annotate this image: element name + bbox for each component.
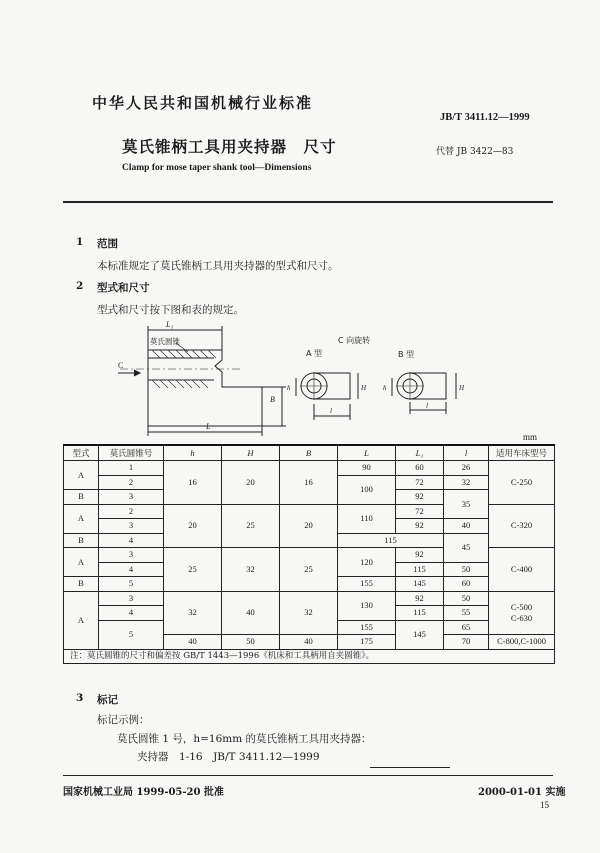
table-cell: 60 — [396, 461, 444, 476]
dimension-table — [63, 444, 555, 664]
table-cell: B — [64, 577, 99, 592]
section-3-number: 3 — [76, 692, 84, 704]
table-cell: 145 — [396, 577, 444, 592]
page-number: 15 — [540, 800, 549, 810]
col-taper: 莫氏圆锥号 — [99, 445, 164, 461]
table-cell: 72 — [396, 475, 444, 490]
section-2-number: 2 — [76, 280, 84, 292]
type-a-end-view — [296, 372, 358, 420]
table-note: 注：莫氏圆锥的尺寸和偏差按 GB/T 1443—1996《机床和工具柄用自夹圆锥》。 — [64, 649, 555, 664]
table-cell: 32 — [444, 475, 489, 490]
type-b-end-view — [392, 372, 456, 414]
table-cell: 130 — [338, 591, 396, 620]
table-cell: 3 — [99, 490, 164, 505]
table-cell: 35 — [444, 490, 489, 519]
table-cell: 40 — [444, 519, 489, 534]
table-cell: 32 — [164, 591, 222, 635]
table-cell: C-800,C-1000 — [489, 635, 555, 650]
table-cell: 72 — [396, 504, 444, 519]
table-cell: 16 — [164, 461, 222, 505]
dim-h-label-a: h — [287, 384, 291, 392]
table-cell: 175 — [338, 635, 396, 650]
clamp-side-view — [148, 350, 262, 426]
dim-l-label-b: l — [426, 402, 428, 410]
dim-L1-label: L₁ — [166, 320, 174, 329]
type-a-label: A 型 — [306, 349, 323, 358]
table-cell: 115 — [338, 533, 444, 548]
table-cell: 20 — [164, 504, 222, 548]
table-cell: 155 — [338, 577, 396, 592]
table-cell: C-500 C-630 — [489, 591, 555, 635]
table-cell: 40 — [280, 635, 338, 650]
table-cell: 70 — [444, 635, 489, 650]
section-2-text: 型式和尺寸按下图和表的规定。 — [97, 304, 244, 316]
table-cell: 92 — [396, 548, 444, 563]
replaces-note: 代替 JB 3422—83 — [436, 147, 514, 157]
view-c-label: C — [118, 361, 124, 370]
table-cell: 20 — [222, 461, 280, 505]
table-cell: C-250 — [489, 461, 555, 505]
dim-H-label-b: H — [459, 384, 465, 392]
dim-l-label-a: l — [330, 407, 332, 415]
table-cell: 60 — [444, 577, 489, 592]
table-cell: B — [64, 533, 99, 548]
table-cell: 20 — [280, 504, 338, 548]
unit-label: mm — [523, 432, 538, 442]
table-cell: 25 — [164, 548, 222, 592]
table-cell: 115 — [396, 562, 444, 577]
table-row — [64, 591, 555, 606]
table-cell: 50 — [444, 591, 489, 606]
table-header-row — [64, 445, 555, 461]
effective-date: 2000-01-01 实施 — [478, 787, 566, 798]
english-title: Clamp for mose taper shank tool—Dimensions — [122, 163, 312, 173]
document-title: 莫氏锥柄工具用夹持器 尺寸 — [122, 137, 337, 156]
table-cell: B — [64, 490, 99, 505]
table-cell: 2 — [99, 504, 164, 519]
table-cell: 4 — [99, 606, 164, 621]
table-cell: 155 — [338, 620, 396, 635]
table-cell: 50 — [222, 635, 280, 650]
table-cell: 1 — [99, 461, 164, 476]
table-cell: 145 — [396, 620, 444, 649]
table-cell: A — [64, 548, 99, 577]
table-cell: 5 — [99, 577, 164, 592]
c-view-label: C 向旋转 — [338, 336, 371, 345]
section-1-heading: 范围 — [97, 238, 118, 250]
table-cell: 4 — [99, 562, 164, 577]
section-2-heading: 型式和尺寸 — [97, 282, 150, 294]
section-3-heading: 标记 — [97, 694, 118, 706]
col-lathe-model: 适用车床型号 — [489, 445, 555, 461]
table-cell: 32 — [222, 548, 280, 592]
col-L: L — [338, 445, 396, 461]
table-cell: 40 — [222, 591, 280, 635]
table-cell: C-400 — [489, 548, 555, 592]
dim-H-label-a: H — [361, 384, 367, 392]
col-B: B — [280, 445, 338, 461]
table-cell: 16 — [280, 461, 338, 505]
col-l: l — [444, 445, 489, 461]
standard-number: JB/T 3411.12—1999 — [440, 112, 530, 123]
dim-B-label: B — [270, 395, 275, 404]
table-cell: 3 — [99, 591, 164, 606]
table-cell: 92 — [396, 519, 444, 534]
table-cell: 4 — [99, 533, 164, 548]
footer-rule — [63, 775, 553, 776]
table-cell: 90 — [338, 461, 396, 476]
marking-example-text: 莫氏圆锥 1 号，h=16mm 的莫氏锥柄工具用夹持器： — [117, 733, 372, 745]
approval-date: 国家机械工业局 1999-05-20 批准 — [63, 787, 224, 798]
marking-code: 夹持器 1-16 JB/T 3411.12—1999 — [137, 751, 320, 763]
table-cell: A — [64, 504, 99, 533]
table-cell: 110 — [338, 504, 396, 533]
col-h: h — [164, 445, 222, 461]
type-b-label: B 型 — [398, 350, 415, 359]
table-cell: 25 — [222, 504, 280, 548]
col-L1: L₁ — [396, 445, 444, 461]
table-cell: 50 — [444, 562, 489, 577]
table-cell: 3 — [99, 548, 164, 563]
table-cell: 26 — [444, 461, 489, 476]
section-1-number: 1 — [76, 236, 84, 248]
table-cell: C-320 — [489, 504, 555, 548]
table-cell: 55 — [444, 606, 489, 621]
dim-L-label: L — [206, 422, 211, 431]
table-cell: 25 — [280, 548, 338, 592]
section-1-text: 本标准规定了莫氏锥柄工具用夹持器的型式和尺寸。 — [97, 260, 339, 272]
table-cell: 115 — [396, 606, 444, 621]
table-cell: A — [64, 461, 99, 490]
col-H: H — [222, 445, 280, 461]
morse-taper-label: 莫氏圆锥 — [150, 337, 180, 346]
table-cell: 5 — [99, 620, 164, 649]
table-cell: 120 — [338, 548, 396, 577]
table-cell: 92 — [396, 490, 444, 505]
type-A-cell: A — [64, 591, 99, 649]
marking-rule — [370, 767, 450, 768]
table-cell: 40 — [164, 635, 222, 650]
table-cell: 100 — [338, 475, 396, 504]
table-cell: 32 — [280, 591, 338, 635]
marking-example-label: 标记示例： — [97, 714, 150, 726]
table-cell: 2 — [99, 475, 164, 490]
table-cell: 65 — [444, 620, 489, 635]
standard-name: 中华人民共和国机械行业标准 — [92, 94, 314, 112]
dim-h-label-b: h — [383, 384, 387, 392]
col-type: 型式 — [64, 445, 99, 461]
table-row — [64, 461, 555, 476]
table-note-row — [64, 649, 555, 664]
table-cell: 45 — [444, 533, 489, 562]
table-cell: 3 — [99, 519, 164, 534]
table-cell: 92 — [396, 591, 444, 606]
